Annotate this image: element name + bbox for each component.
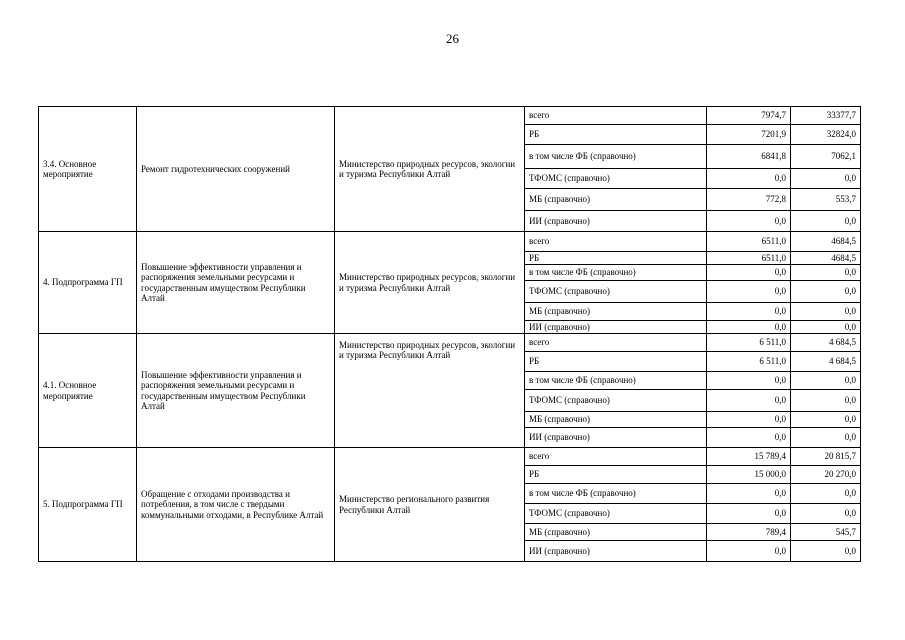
page-number: 26 bbox=[446, 31, 459, 46]
table-row bbox=[39, 334, 861, 352]
funding-source-cell: ИИ (справочно) bbox=[525, 428, 707, 448]
value-cell-1: 6511,0 bbox=[707, 252, 791, 265]
funding-source-cell: ТФОМС (справочно) bbox=[525, 390, 707, 412]
value-cell-1: 7974,7 bbox=[707, 107, 791, 125]
value-cell-1: 0,0 bbox=[707, 211, 791, 232]
funding-source-cell: МБ (справочно) bbox=[525, 412, 707, 428]
funding-source-cell: ИИ (справочно) bbox=[525, 211, 707, 232]
executor-cell: Министерство природных ресурсов, экологии и туризма Республики Алтай bbox=[335, 232, 525, 334]
funding-source-cell: ИИ (справочно) bbox=[525, 321, 707, 334]
value-cell-2: 0,0 bbox=[791, 541, 861, 562]
funding-source-cell: в том числе ФБ (справочно) bbox=[525, 484, 707, 504]
value-cell-1: 0,0 bbox=[707, 541, 791, 562]
value-cell-2: 4684,5 bbox=[791, 232, 861, 252]
funding-source-cell: всего bbox=[525, 107, 707, 125]
table-row bbox=[39, 107, 861, 125]
value-cell-2: 0,0 bbox=[791, 428, 861, 448]
value-cell-1: 0,0 bbox=[707, 281, 791, 303]
value-cell-1: 0,0 bbox=[707, 484, 791, 504]
funding-source-cell: в том числе ФБ (справочно) bbox=[525, 145, 707, 169]
value-cell-1: 772,8 bbox=[707, 189, 791, 211]
value-cell-1: 6841,8 bbox=[707, 145, 791, 169]
value-cell-2: 0,0 bbox=[791, 281, 861, 303]
value-cell-1: 0,0 bbox=[707, 265, 791, 281]
table-row bbox=[39, 232, 861, 252]
value-cell-2: 0,0 bbox=[791, 321, 861, 334]
funding-source-cell: в том числе ФБ (справочно) bbox=[525, 265, 707, 281]
value-cell-1: 0,0 bbox=[707, 428, 791, 448]
value-cell-2: 0,0 bbox=[791, 303, 861, 321]
value-cell-1: 0,0 bbox=[707, 390, 791, 412]
funding-source-cell: МБ (справочно) bbox=[525, 524, 707, 541]
value-cell-1: 0,0 bbox=[707, 504, 791, 524]
value-cell-2: 20 270,0 bbox=[791, 466, 861, 484]
value-cell-2: 20 815,7 bbox=[791, 448, 861, 466]
funding-source-cell: ТФОМС (справочно) bbox=[525, 281, 707, 303]
value-cell-1: 0,0 bbox=[707, 372, 791, 390]
value-cell-2: 553,7 bbox=[791, 189, 861, 211]
value-cell-2: 4 684,5 bbox=[791, 352, 861, 372]
value-cell-2: 0,0 bbox=[791, 372, 861, 390]
value-cell-2: 0,0 bbox=[791, 211, 861, 232]
executor-cell: Министерство регионального развития Республики Алтай bbox=[335, 448, 525, 562]
value-cell-2: 0,0 bbox=[791, 412, 861, 428]
funding-source-cell: в том числе ФБ (справочно) bbox=[525, 372, 707, 390]
value-cell-1: 15 789,4 bbox=[707, 448, 791, 466]
funding-source-cell: РБ bbox=[525, 466, 707, 484]
funding-source-cell: РБ bbox=[525, 252, 707, 265]
event-code-cell: 5. Подпрограмма ГП bbox=[39, 448, 137, 562]
value-cell-2: 7062,1 bbox=[791, 145, 861, 169]
value-cell-1: 0,0 bbox=[707, 412, 791, 428]
value-cell-1: 6 511,0 bbox=[707, 352, 791, 372]
value-cell-2: 545,7 bbox=[791, 524, 861, 541]
funding-source-cell: РБ bbox=[525, 125, 707, 145]
value-cell-1: 15 000,0 bbox=[707, 466, 791, 484]
funding-source-cell: всего bbox=[525, 334, 707, 352]
value-cell-2: 0,0 bbox=[791, 390, 861, 412]
event-code-cell: 4. Подпрограмма ГП bbox=[39, 232, 137, 334]
value-cell-1: 0,0 bbox=[707, 169, 791, 189]
value-cell-2: 0,0 bbox=[791, 265, 861, 281]
funding-source-cell: РБ bbox=[525, 352, 707, 372]
value-cell-1: 7201,9 bbox=[707, 125, 791, 145]
value-cell-1: 6511,0 bbox=[707, 232, 791, 252]
value-cell-1: 0,0 bbox=[707, 321, 791, 334]
funding-source-cell: ИИ (справочно) bbox=[525, 541, 707, 562]
value-cell-2: 33377,7 bbox=[791, 107, 861, 125]
event-name-cell: Повышение эффективности управления и распоряжения земельными ресурсами и государственным имуществом Республики Алтай bbox=[137, 232, 335, 334]
value-cell-2: 4684,5 bbox=[791, 252, 861, 265]
value-cell-2: 0,0 bbox=[791, 504, 861, 524]
event-code-cell: 4.1. Основное мероприятие bbox=[39, 334, 137, 448]
value-cell-1: 789,4 bbox=[707, 524, 791, 541]
executor-cell: Министерство природных ресурсов, экологии и туризма Республики Алтай bbox=[335, 334, 525, 448]
value-cell-1: 0,0 bbox=[707, 303, 791, 321]
table-row bbox=[39, 448, 861, 466]
value-cell-2: 4 684,5 bbox=[791, 334, 861, 352]
event-name-cell: Повышение эффективности управления и распоряжения земельными ресурсами и государственным имуществом Республики Алтай bbox=[137, 334, 335, 448]
funding-source-cell: всего bbox=[525, 448, 707, 466]
value-cell-1: 6 511,0 bbox=[707, 334, 791, 352]
funding-source-cell: всего bbox=[525, 232, 707, 252]
funding-source-cell: МБ (справочно) bbox=[525, 303, 707, 321]
event-name-cell: Ремонт гидротехнических сооружений bbox=[137, 107, 335, 232]
funding-source-cell: МБ (справочно) bbox=[525, 189, 707, 211]
funding-source-cell: ТФОМС (справочно) bbox=[525, 169, 707, 189]
value-cell-2: 0,0 bbox=[791, 169, 861, 189]
event-name-cell: Обращение с отходами производства и потребления, в том числе с твердыми коммунальными отходами, в Республике Алтай bbox=[137, 448, 335, 562]
funding-table bbox=[38, 106, 861, 562]
event-code-cell: 3.4. Основное мероприятие bbox=[39, 107, 137, 232]
funding-source-cell: ТФОМС (справочно) bbox=[525, 504, 707, 524]
executor-cell: Министерство природных ресурсов, экологии и туризма Республики Алтай bbox=[335, 107, 525, 232]
value-cell-2: 0,0 bbox=[791, 484, 861, 504]
value-cell-2: 32824,0 bbox=[791, 125, 861, 145]
